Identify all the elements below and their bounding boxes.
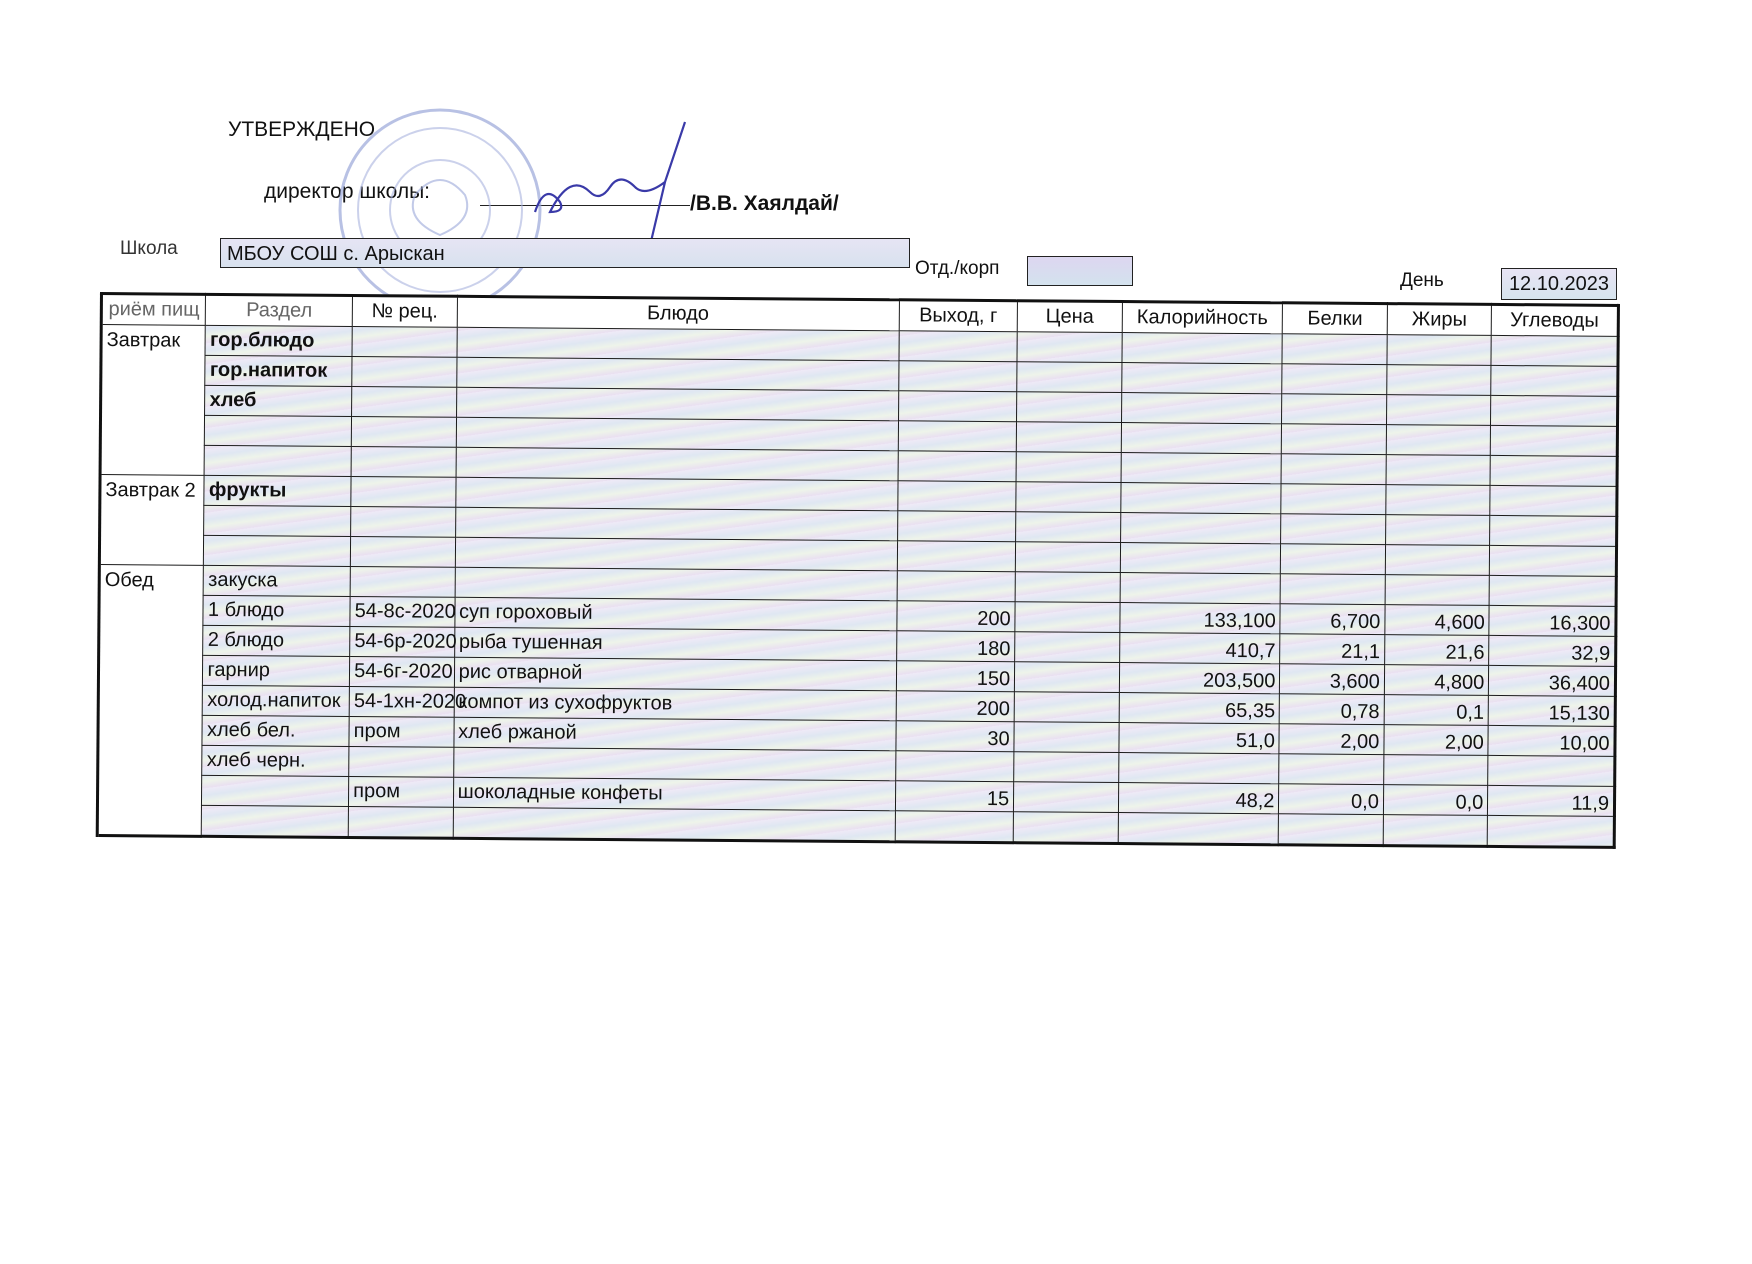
cell-price [1016, 422, 1121, 453]
cell-price [1014, 782, 1119, 813]
cell-recipe: 54-1хн-2020 [349, 686, 454, 717]
cell-section: хлеб [205, 385, 352, 416]
col-price: Цена [1017, 301, 1122, 333]
cell-kcal: 48,2 [1118, 783, 1279, 814]
cell-price [1014, 692, 1119, 723]
cell-protein: 3,600 [1280, 664, 1385, 695]
cell-kcal [1118, 753, 1279, 784]
cell-weight [898, 451, 1017, 482]
cell-weight: 15 [895, 781, 1014, 812]
cell-recipe: пром [349, 776, 454, 807]
cell-recipe [351, 446, 456, 477]
col-dish: Блюдо [457, 296, 899, 330]
cell-weight: 150 [896, 661, 1015, 692]
cell-carbs: 15,130 [1488, 695, 1615, 726]
cell-protein [1281, 484, 1386, 515]
cell-section: гарнир [203, 655, 350, 686]
otd-field[interactable] [1027, 256, 1133, 286]
cell-protein: 0,0 [1279, 784, 1384, 815]
cell-kcal [1120, 543, 1281, 574]
col-meal: риём пищ [101, 294, 206, 326]
cell-price [1017, 362, 1122, 393]
menu-table [96, 292, 1620, 849]
cell-recipe [350, 536, 455, 567]
cell-carbs [1488, 755, 1615, 786]
cell-protein [1280, 574, 1385, 605]
cell-fat [1386, 425, 1491, 456]
cell-protein: 21,1 [1280, 634, 1385, 665]
cell-section [202, 775, 349, 806]
cell-recipe [350, 566, 455, 597]
cell-dish [453, 807, 895, 841]
cell-section [205, 445, 352, 476]
cell-price [1014, 752, 1119, 783]
meal-breakfast2: Завтрак 2 [99, 475, 204, 566]
cell-carbs: 11,9 [1488, 785, 1615, 816]
cell-dish: рыба тушенная [454, 627, 896, 660]
cell-recipe: 54-8с-2020 [350, 596, 455, 627]
cell-kcal [1120, 483, 1281, 514]
cell-fat [1383, 815, 1488, 847]
cell-carbs [1490, 485, 1617, 516]
cell-section: 1 блюдо [203, 595, 350, 626]
cell-fat [1386, 395, 1491, 426]
cell-section: гор.блюдо [205, 325, 352, 356]
cell-protein [1282, 334, 1387, 365]
cell-recipe [352, 326, 457, 357]
cell-price [1016, 512, 1121, 543]
cell-weight [898, 391, 1017, 422]
cell-section: фрукты [204, 475, 351, 506]
cell-weight [897, 481, 1016, 512]
cell-price [1013, 812, 1118, 844]
cell-fat: 2,00 [1384, 725, 1489, 756]
cell-price [1015, 632, 1120, 663]
menu-table-wrapper [95, 292, 1620, 954]
cell-price [1015, 602, 1120, 633]
cell-recipe [348, 806, 453, 838]
cell-fat: 0,0 [1383, 785, 1488, 816]
cell-carbs [1489, 575, 1616, 606]
cell-dish [455, 507, 897, 540]
cell-dish: хлеб ржаной [454, 717, 896, 750]
cell-recipe [351, 506, 456, 537]
cell-fat [1385, 545, 1490, 576]
cell-weight [898, 421, 1017, 452]
cell-kcal: 51,0 [1119, 723, 1280, 754]
cell-kcal: 410,7 [1119, 633, 1280, 664]
col-fat: Жиры [1387, 304, 1492, 336]
cell-recipe [351, 476, 456, 507]
cell-weight [898, 361, 1017, 392]
cell-section: хлеб черн. [202, 745, 349, 776]
cell-carbs [1488, 815, 1615, 847]
cell-protein [1279, 814, 1384, 846]
cell-section: гор.напиток [205, 355, 352, 386]
cell-protein: 6,700 [1280, 604, 1385, 635]
cell-price [1017, 392, 1122, 423]
cell-price [1016, 452, 1121, 483]
cell-fat [1386, 485, 1491, 516]
cell-weight: 180 [896, 631, 1015, 662]
meal-lunch: Обед [97, 565, 204, 837]
meal-breakfast: Завтрак [100, 325, 206, 476]
cell-recipe [352, 356, 457, 387]
col-kcal: Калорийность [1122, 302, 1283, 334]
cell-weight [895, 751, 1014, 782]
cell-section [202, 805, 349, 837]
cell-price [1016, 542, 1121, 573]
cell-price [1015, 662, 1120, 693]
day-label: День [1400, 270, 1444, 291]
cell-dish [457, 327, 899, 360]
cell-weight: 200 [896, 691, 1015, 722]
cell-dish [456, 447, 898, 480]
cell-protein [1282, 364, 1387, 395]
cell-kcal [1121, 363, 1282, 394]
cell-section [205, 415, 352, 446]
cell-dish [455, 537, 897, 570]
cell-fat [1386, 455, 1491, 486]
cell-carbs [1490, 545, 1617, 576]
cell-protein [1281, 544, 1386, 575]
cell-carbs [1491, 365, 1618, 396]
cell-dish [453, 747, 895, 780]
col-carbs: Углеводы [1492, 304, 1619, 336]
cell-fat [1384, 755, 1489, 786]
col-section: Раздел [206, 294, 353, 326]
otd-label: Отд./корп [915, 258, 1000, 279]
cell-kcal [1120, 513, 1281, 544]
cell-recipe: 54-6г-2020 [350, 656, 455, 687]
cell-weight [897, 541, 1016, 572]
cell-carbs: 16,300 [1489, 605, 1616, 636]
cell-protein [1281, 514, 1386, 545]
cell-weight: 30 [896, 721, 1015, 752]
cell-section: закуска [204, 565, 351, 596]
cell-section: 2 блюдо [203, 625, 350, 656]
cell-fat: 21,6 [1384, 635, 1489, 666]
col-recipe: № рец. [352, 295, 457, 327]
col-protein: Белки [1283, 303, 1388, 335]
cell-dish [455, 477, 897, 510]
cell-recipe [352, 386, 457, 417]
cell-kcal [1118, 813, 1279, 845]
day-field[interactable]: 12.10.2023 [1501, 268, 1617, 300]
director-name: /В.В. Хаялдай/ [690, 192, 839, 215]
cell-protein: 0,78 [1280, 694, 1385, 725]
cell-fat [1385, 515, 1490, 546]
cell-carbs [1491, 335, 1618, 366]
school-field[interactable]: МБОУ СОШ с. Арыскан [220, 238, 910, 268]
col-weight: Выход, г [899, 300, 1018, 332]
cell-kcal [1121, 393, 1282, 424]
cell-carbs [1490, 515, 1617, 546]
cell-weight [897, 571, 1016, 602]
cell-kcal: 133,100 [1120, 603, 1281, 634]
cell-carbs [1490, 455, 1617, 486]
approval-title: УТВЕРЖДЕНО [228, 118, 376, 141]
cell-dish [455, 567, 897, 600]
cell-price [1015, 572, 1120, 603]
cell-kcal [1121, 423, 1282, 454]
cell-fat: 4,800 [1384, 665, 1489, 696]
cell-recipe [349, 746, 454, 777]
cell-protein [1282, 424, 1387, 455]
cell-carbs: 32,9 [1489, 635, 1616, 666]
cell-weight [897, 511, 1016, 542]
cell-dish: суп гороховый [454, 597, 896, 630]
cell-weight [899, 331, 1018, 362]
school-label: Школа [120, 238, 178, 259]
cell-kcal [1121, 453, 1282, 484]
cell-dish: шоколадные конфеты [453, 777, 895, 810]
cell-section [204, 505, 351, 536]
cell-kcal: 203,500 [1119, 663, 1280, 694]
cell-protein [1279, 754, 1384, 785]
cell-kcal [1122, 333, 1283, 364]
cell-protein [1281, 454, 1386, 485]
cell-price [1016, 482, 1121, 513]
cell-weight [895, 811, 1014, 843]
cell-dish [456, 357, 898, 390]
signature-icon [515, 142, 715, 242]
cell-fat [1387, 335, 1492, 366]
cell-dish [456, 387, 898, 420]
cell-carbs [1491, 425, 1618, 456]
cell-kcal [1120, 573, 1281, 604]
cell-protein [1282, 394, 1387, 425]
cell-price [1017, 332, 1122, 363]
cell-fat [1387, 365, 1492, 396]
director-label: директор школы: [264, 180, 431, 203]
cell-dish: рис отварной [454, 657, 896, 690]
cell-price [1014, 722, 1119, 753]
cell-carbs [1491, 395, 1618, 426]
cell-fat: 4,600 [1385, 605, 1490, 636]
cell-carbs: 10,00 [1488, 725, 1615, 756]
cell-dish: компот из сухофруктов [454, 687, 896, 720]
cell-recipe: пром [349, 716, 454, 747]
cell-kcal: 65,35 [1119, 693, 1280, 724]
cell-section: холод.напиток [203, 685, 350, 716]
cell-section: хлеб бел. [202, 715, 349, 746]
cell-protein: 2,00 [1279, 724, 1384, 755]
cell-fat: 0,1 [1384, 695, 1489, 726]
cell-section [204, 535, 351, 566]
cell-fat [1385, 575, 1490, 606]
cell-recipe: 54-6р-2020 [350, 626, 455, 657]
cell-dish [456, 417, 898, 450]
cell-carbs: 36,400 [1489, 665, 1616, 696]
cell-weight: 200 [897, 601, 1016, 632]
cell-recipe [351, 416, 456, 447]
